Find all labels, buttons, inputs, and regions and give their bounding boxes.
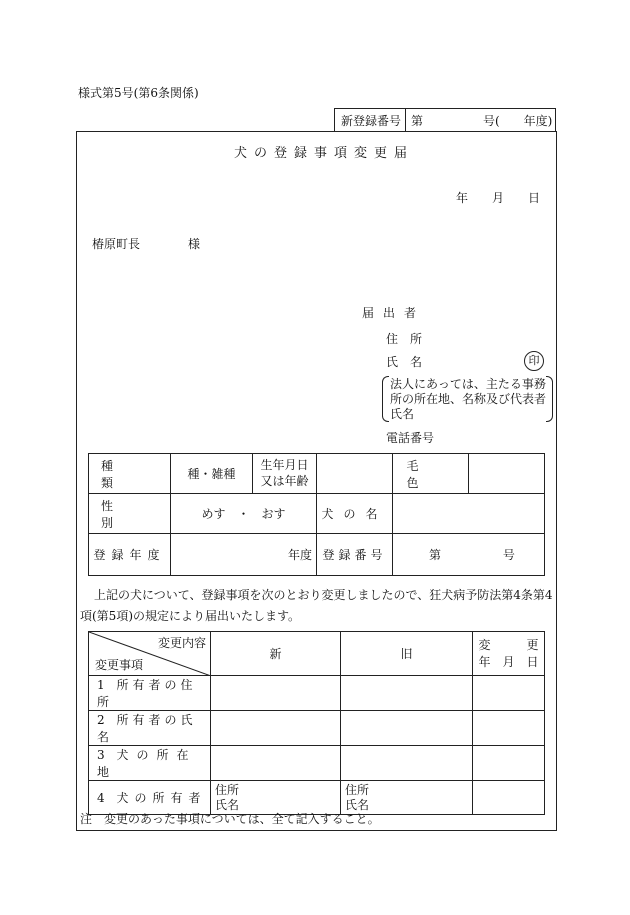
new-label: 新: [269, 647, 282, 661]
old-owner-name-label: 氏名: [345, 797, 370, 812]
table-row: [89, 711, 545, 746]
dogname-label: 犬の名: [321, 507, 388, 521]
birth-label-1: 生年月日: [260, 457, 309, 472]
sex-label: 性別: [101, 498, 154, 530]
address-label: 住所: [386, 332, 435, 346]
date-bottom-label: 年 月 日: [478, 654, 539, 669]
old-value-cell[interactable]: [341, 676, 473, 711]
regno-dai: 第: [429, 548, 442, 562]
table-row: [89, 746, 545, 781]
change-row-label-cell: [89, 711, 211, 746]
name-label: 氏名: [386, 355, 435, 369]
old-header-cell: [341, 632, 473, 676]
date-value-cell[interactable]: [473, 676, 545, 711]
kind-label-cell: [89, 454, 171, 494]
footnote: 注 変更のあった事項については、全て記入すること。: [80, 812, 380, 826]
sama-label: 様: [188, 237, 201, 251]
corp-note-3: 氏名: [390, 407, 415, 421]
birth-value-cell[interactable]: [317, 454, 393, 494]
sex-value: めす ・ おす: [201, 507, 286, 521]
corp-note-1: 法人にあっては、主たる事務: [390, 377, 546, 391]
addressee: 椿原町長: [92, 237, 141, 251]
diag-bottom-label: 変更事項: [95, 658, 144, 672]
form-number-label: 様式第5号(第6条関係): [78, 86, 199, 100]
change-row-label-cell: [89, 781, 211, 815]
change-row-label-cell: [89, 746, 211, 781]
seal-mark: 印: [524, 351, 544, 371]
change-row-label: 犬の所有者: [116, 791, 207, 805]
change-row-num: 3: [97, 748, 105, 762]
color-label-cell: [393, 454, 469, 494]
old-value-cell[interactable]: [341, 746, 473, 781]
regno-go: 号: [502, 548, 515, 562]
regyear-value-cell[interactable]: [171, 534, 317, 576]
diag-top-label: 変更内容: [157, 636, 206, 650]
birth-label-2: 又は年齢: [260, 473, 309, 488]
statement-line-2: 項(第5項)の規定により届出いたします。: [80, 609, 301, 623]
new-owner-address-label: 住所: [215, 783, 240, 798]
regno-label: 登録番号: [322, 548, 387, 562]
change-row-label-cell: [89, 676, 211, 711]
old-value-cell[interactable]: [341, 711, 473, 746]
reg-go-year: 号( 年度): [483, 114, 553, 128]
corp-note-2: 所の所在地、名称及び代表者: [390, 392, 547, 406]
color-label: 毛色: [406, 458, 455, 490]
new-owner-cell[interactable]: [211, 781, 341, 815]
change-row-num: 1: [97, 678, 105, 692]
date-value-cell[interactable]: [473, 781, 545, 815]
sex-value-cell[interactable]: [171, 494, 317, 534]
reg-dai: 第: [411, 114, 424, 128]
new-registration-label: 新登録番号: [341, 114, 402, 128]
date-line: 年 月 日: [456, 191, 541, 205]
regno-value-cell[interactable]: [393, 534, 545, 576]
change-row-label: 所有者の氏名: [97, 713, 197, 744]
change-row-label: 所有者の住所: [97, 678, 197, 709]
diagonal-header-cell: [89, 632, 211, 676]
old-label: 旧: [400, 647, 413, 661]
regno-label-cell: [317, 534, 393, 576]
change-row-num: 4: [97, 791, 105, 805]
new-value-cell[interactable]: [211, 676, 341, 711]
sex-label-cell: [89, 494, 171, 534]
new-header-cell: [211, 632, 341, 676]
new-value-cell[interactable]: [211, 746, 341, 781]
birth-label-cell: [253, 454, 317, 494]
change-table: [88, 631, 545, 815]
kind-label: 種類: [101, 458, 154, 490]
regyear-label: 登録年度: [93, 548, 166, 562]
reg-box-divider: [405, 109, 406, 131]
dog-info-table: [88, 453, 545, 576]
left-bracket: [382, 376, 389, 422]
color-value-cell[interactable]: [469, 454, 545, 494]
applicant-heading: 届出者: [362, 306, 426, 320]
phone-label: 電話番号: [386, 431, 435, 445]
table-row: [89, 781, 545, 815]
dogname-label-cell: [317, 494, 393, 534]
regyear-label-cell: [89, 534, 171, 576]
table-row: [89, 676, 545, 711]
dogname-value-cell[interactable]: [393, 494, 545, 534]
regyear-suffix: 年度: [287, 548, 312, 562]
registration-number-box: [334, 108, 556, 132]
date-header-cell: [473, 632, 545, 676]
breed-label: 種・雑種: [187, 467, 236, 481]
right-bracket: [546, 376, 553, 422]
breed-cell: [171, 454, 253, 494]
date-value-cell[interactable]: [473, 746, 545, 781]
form-title: 犬の登録事項変更届: [234, 146, 415, 161]
change-row-label: 犬の所在地: [97, 748, 197, 779]
old-owner-address-label: 住所: [345, 783, 370, 798]
date-value-cell[interactable]: [473, 711, 545, 746]
old-owner-cell[interactable]: [341, 781, 473, 815]
statement-line-1: 上記の犬について、登録事項を次のとおり変更しましたので、狂犬病予防法第4条第4: [94, 588, 553, 602]
change-row-num: 2: [97, 713, 105, 727]
date-top-label: 変 更: [478, 637, 539, 652]
new-owner-name-label: 氏名: [215, 797, 240, 812]
new-value-cell[interactable]: [211, 711, 341, 746]
